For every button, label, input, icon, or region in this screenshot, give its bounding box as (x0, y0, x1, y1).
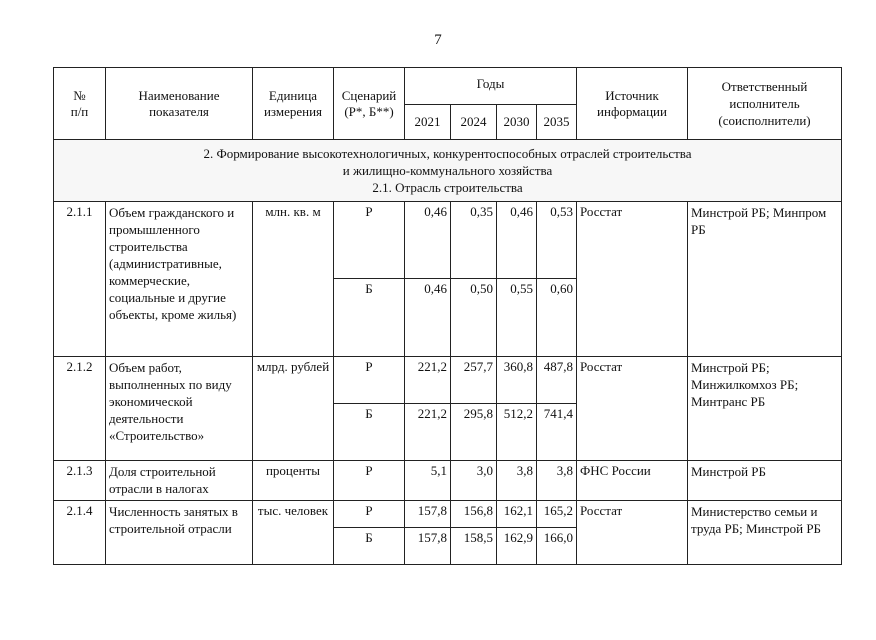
value-cell: 0,50 (451, 279, 497, 357)
table-row (54, 461, 842, 501)
value-cell: 741,4 (537, 404, 577, 461)
value-cell: 0,46 (405, 279, 451, 357)
row-responsible: Минстрой РБ (688, 461, 842, 501)
value-cell: 0,60 (537, 279, 577, 357)
value-cell: 0,46 (497, 202, 537, 279)
value-cell: 158,5 (451, 528, 497, 565)
header-num: № п/п (54, 68, 106, 140)
value-cell: 157,8 (405, 528, 451, 565)
section-heading (54, 140, 842, 202)
row-num: 2.1.4 (54, 501, 106, 565)
row-scenario: Р (334, 501, 405, 528)
row-responsible: Минстрой РБ; Минпром РБ (688, 202, 842, 357)
row-num: 2.1.2 (54, 357, 106, 461)
value-cell: 165,2 (537, 501, 577, 528)
value-cell: 295,8 (451, 404, 497, 461)
header-unit: Единица измерения (253, 68, 334, 140)
row-source: Росстат (577, 202, 688, 357)
row-name: Объем гражданского и промышленного строительства (административные, коммерческие, социальные и другие объекты, кроме жилья) (106, 202, 253, 357)
value-cell: 0,46 (405, 202, 451, 279)
value-cell: 221,2 (405, 357, 451, 404)
header-year-2024: 2024 (451, 105, 497, 140)
header-responsible: Ответственный исполнитель (соисполнители) (688, 68, 842, 140)
value-cell: 512,2 (497, 404, 537, 461)
value-cell: 221,2 (405, 404, 451, 461)
row-name: Доля строительной отрасли в налогах (106, 461, 253, 501)
row-num: 2.1.1 (54, 202, 106, 357)
row-name: Объем работ, выполненных по виду экономической деятельности «Строительство» (106, 357, 253, 461)
row-name: Численность занятых в строительной отрасли (106, 501, 253, 565)
section-title-line1: 2. Формирование высокотехнологичных, конкурентоспособных отраслей строительства (203, 146, 692, 161)
row-scenario: Б (334, 404, 405, 461)
section-subtitle: 2.1. Отрасль строительства (372, 180, 523, 195)
value-cell: 162,9 (497, 528, 537, 565)
row-num: 2.1.3 (54, 461, 106, 501)
value-cell: 0,53 (537, 202, 577, 279)
header-year-2035: 2035 (537, 105, 577, 140)
page-number: 7 (434, 32, 442, 48)
row-unit: млн. кв. м (253, 202, 334, 357)
header-source: Источник информации (577, 68, 688, 140)
row-unit: тыс. человек (253, 501, 334, 565)
value-cell: 162,1 (497, 501, 537, 528)
header-name: Наименование показателя (106, 68, 253, 140)
value-cell: 487,8 (537, 357, 577, 404)
value-cell: 157,8 (405, 501, 451, 528)
row-responsible: Минстрой РБ; Минжилкомхоз РБ; Минтранс РБ (688, 357, 842, 461)
row-scenario: Б (334, 528, 405, 565)
row-scenario: Б (334, 279, 405, 357)
value-cell: 3,8 (537, 461, 577, 501)
value-cell: 0,55 (497, 279, 537, 357)
value-cell: 156,8 (451, 501, 497, 528)
row-scenario: Р (334, 202, 405, 279)
value-cell: 3,8 (497, 461, 537, 501)
row-unit: проценты (253, 461, 334, 501)
header-scenario: Сценарий (Р*, Б**) (334, 68, 405, 140)
value-cell: 5,1 (405, 461, 451, 501)
value-cell: 0,35 (451, 202, 497, 279)
row-source: Росстат (577, 357, 688, 461)
value-cell: 166,0 (537, 528, 577, 565)
indicators-table (53, 67, 842, 565)
section-title-line2: и жилищно-коммунального хозяйства (342, 163, 553, 178)
header-year-2030: 2030 (497, 105, 537, 140)
header-years-group: Годы (405, 68, 577, 105)
table-row (54, 357, 842, 404)
row-unit: млрд. рублей (253, 357, 334, 461)
row-scenario: Р (334, 461, 405, 501)
table-row (54, 202, 842, 279)
value-cell: 3,0 (451, 461, 497, 501)
table-row (54, 501, 842, 528)
row-responsible: Министерство семьи и труда РБ; Минстрой РБ (688, 501, 842, 565)
value-cell: 257,7 (451, 357, 497, 404)
value-cell: 360,8 (497, 357, 537, 404)
row-source: ФНС России (577, 461, 688, 501)
row-source: Росстат (577, 501, 688, 565)
row-scenario: Р (334, 357, 405, 404)
header-year-2021: 2021 (405, 105, 451, 140)
